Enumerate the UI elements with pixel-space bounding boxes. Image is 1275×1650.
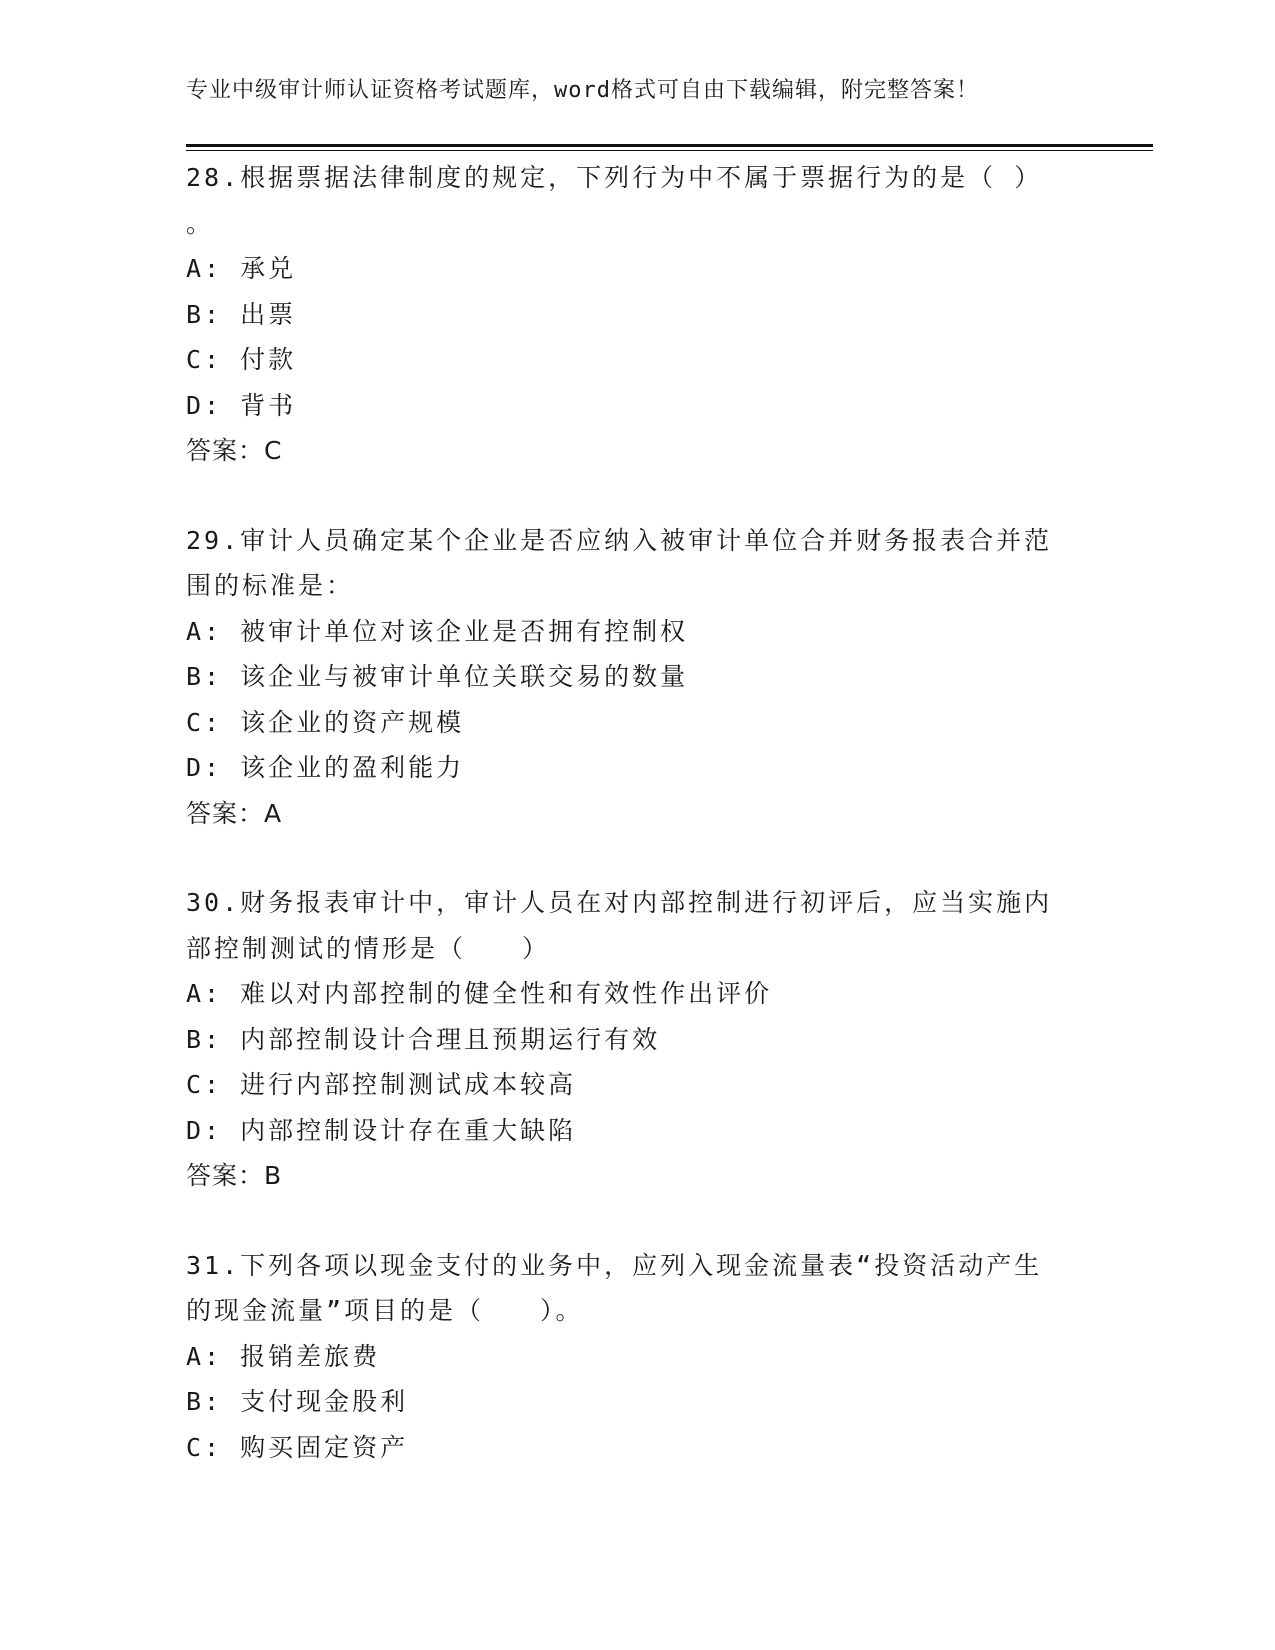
option-a: A: 被审计单位对该企业是否拥有控制权 — [186, 616, 689, 646]
question-29 — [186, 518, 1086, 837]
question-stem-line: 部控制测试的情形是（ ） — [186, 933, 551, 963]
option-c: C: 进行内部控制测试成本较高 — [186, 1070, 577, 1099]
page-header: 专业中级审计师认证资格考试题库，word格式可自由下载编辑，附完整答案！ — [186, 78, 979, 103]
answer: 答案：B — [186, 1161, 283, 1190]
option-b: B: 出票 — [186, 299, 297, 329]
option-b: B: 支付现金股利 — [186, 1387, 409, 1416]
option-c: C: 购买固定资产 — [186, 1432, 409, 1462]
question-stem-line: 30.财务报表审计中，审计人员在对内部控制进行初评后，应当实施内 — [186, 888, 1053, 917]
question-stem-line: 28.根据票据法律制度的规定，下列行为中不属于票据行为的是（ ） — [186, 163, 1043, 192]
question-stem-line: 31.下列各项以现金支付的业务中，应列入现金流量表“投资活动产生 — [186, 1250, 1043, 1280]
question-stem-line: 的现金流量”项目的是（ ）。 — [186, 1296, 584, 1325]
option-d: D: 该企业的盈利能力 — [186, 753, 465, 782]
option-d: D: 背书 — [186, 390, 297, 420]
option-b: B: 该企业与被审计单位关联交易的数量 — [186, 662, 689, 691]
question-31 — [186, 1243, 1086, 1471]
question-list — [186, 155, 1086, 1470]
option-a: A: 难以对内部控制的健全性和有效性作出评价 — [186, 979, 773, 1008]
header-rule-thick — [186, 144, 1153, 147]
question-28 — [186, 155, 1086, 474]
header-rule-thin — [186, 150, 1153, 151]
option-c: C: 该企业的资产规模 — [186, 707, 465, 737]
question-30 — [186, 880, 1086, 1199]
option-b: B: 内部控制设计合理且预期运行有效 — [186, 1024, 661, 1054]
question-stem-line: 。 — [186, 208, 215, 238]
option-a: A: 承兑 — [186, 254, 297, 283]
option-a: A: 报销差旅费 — [186, 1341, 381, 1371]
option-d: D: 内部控制设计存在重大缺陷 — [186, 1115, 577, 1145]
option-c: C: 付款 — [186, 345, 297, 374]
answer: 答案：C — [186, 436, 283, 465]
question-stem-line: 围的标准是： — [186, 571, 355, 600]
answer: 答案：A — [186, 798, 283, 828]
question-stem-line: 29.审计人员确定某个企业是否应纳入被审计单位合并财务报表合并范 — [186, 525, 1053, 555]
